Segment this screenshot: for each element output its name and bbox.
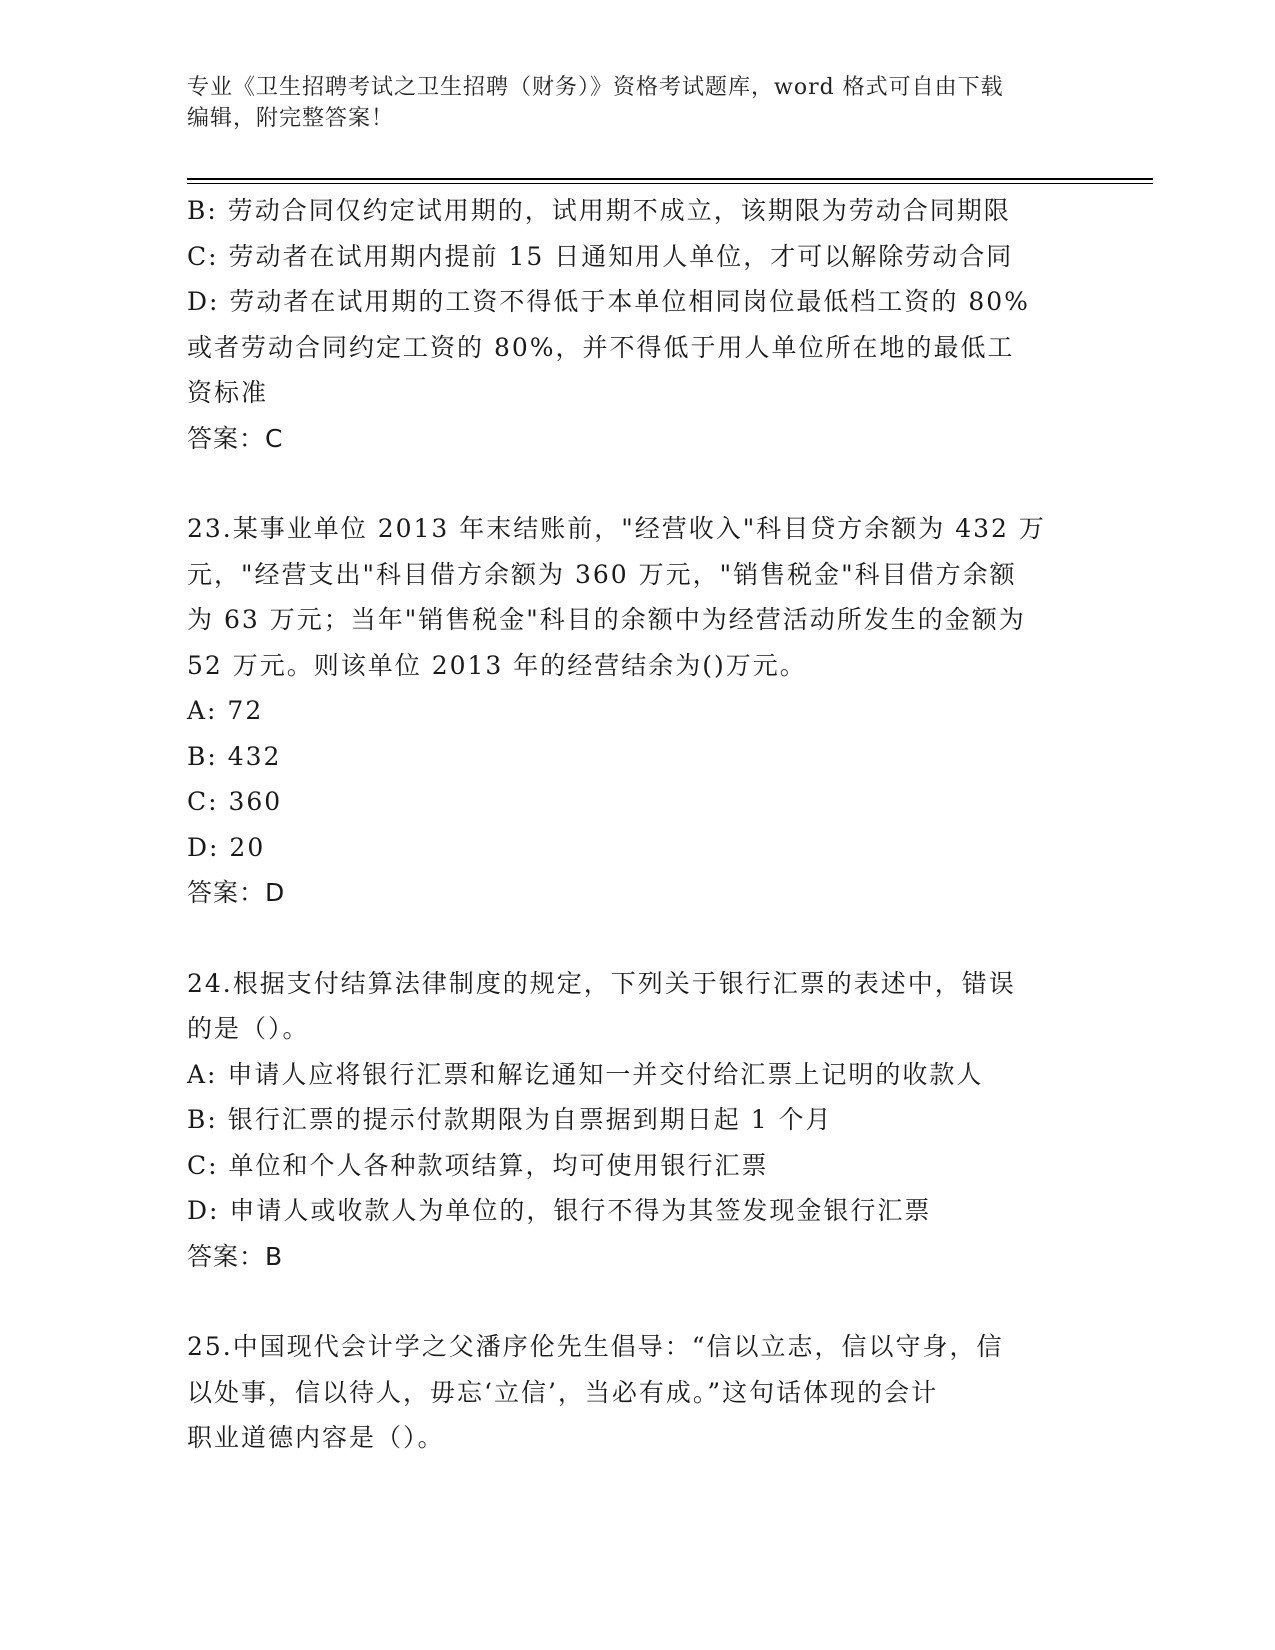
option-d: D: 申请人或收款人为单位的，银行不得为其签发现金银行汇票 bbox=[187, 1196, 932, 1225]
header-line-2: 编辑，附完整答案！ bbox=[187, 106, 395, 131]
option-b: B: 银行汇票的提示付款期限为自票据到期日起 1 个月 bbox=[187, 1105, 833, 1134]
question-stem-line-2: 以处事，信以待人，毋忘‘立信’，当必有成。”这句话体现的会计 bbox=[187, 1377, 939, 1407]
spacer bbox=[187, 461, 1087, 506]
option-d: D: 20 bbox=[187, 832, 266, 862]
question-23 bbox=[187, 506, 1087, 916]
option-d-line-2: 或者劳动合同约定工资的 80%，并不得低于用人单位所在地的最低工 bbox=[187, 332, 1015, 362]
question-stem-line-1: 25.中国现代会计学之父潘序伦先生倡导：“信以立志，信以守身，信 bbox=[187, 1332, 1004, 1361]
page-header bbox=[187, 72, 1067, 134]
header-rule-thin bbox=[187, 183, 1153, 184]
question-24 bbox=[187, 961, 1087, 1280]
question-stem-line-3: 为 63 万元；当年"销售税金"科目的余额中为经营活动所发生的金额为 bbox=[187, 605, 1026, 634]
question-stem-line-2: 的是（）。 bbox=[187, 1014, 310, 1043]
question-stem-line-4: 52 万元。则该单位 2013 年的经营结余为()万元。 bbox=[187, 650, 807, 680]
option-a: A: 72 bbox=[187, 696, 264, 725]
question-22-tail bbox=[187, 188, 1087, 461]
option-c: C: 劳动者在试用期内提前 15 日通知用人单位，才可以解除劳动合同 bbox=[187, 241, 1014, 271]
option-b: B: 432 bbox=[187, 741, 282, 771]
answer: 答案：B bbox=[187, 1241, 284, 1271]
option-a: A: 申请人应将银行汇票和解讫通知一并交付给汇票上记明的收款人 bbox=[187, 1059, 984, 1089]
option-c: C: 360 bbox=[187, 787, 283, 816]
question-stem-line-2: 元，"经营支出"科目借方余额为 360 万元，"销售税金"科目借方余额 bbox=[187, 559, 1017, 589]
option-c: C: 单位和个人各种款项结算，均可使用银行汇票 bbox=[187, 1150, 769, 1180]
header-line-1: 专业《卫生招聘考试之卫生招聘（财务）》资格考试题库，word 格式可自由下载 bbox=[187, 75, 1004, 100]
answer: 答案：D bbox=[187, 878, 286, 907]
option-b: B: 劳动合同仅约定试用期的，试用期不成立，该期限为劳动合同期限 bbox=[187, 196, 1011, 225]
header-rule-thick bbox=[187, 178, 1153, 180]
question-stem-line-1: 23.某事业单位 2013 年末结账前，"经营收入"科目贷方余额为 432 万 bbox=[187, 514, 1046, 543]
answer: 答案：C bbox=[187, 423, 284, 453]
question-stem-line-3: 职业道德内容是（）。 bbox=[187, 1423, 445, 1452]
option-d-line-3: 资标准 bbox=[187, 378, 269, 407]
question-content bbox=[187, 188, 1087, 1461]
question-25 bbox=[187, 1324, 1087, 1461]
option-d-line-1: D: 劳动者在试用期的工资不得低于本单位相同岗位最低档工资的 80% bbox=[187, 287, 1030, 316]
question-stem-line-1: 24.根据支付结算法律制度的规定，下列关于银行汇票的表述中，错误 bbox=[187, 968, 1016, 998]
spacer bbox=[187, 1279, 1087, 1324]
spacer bbox=[187, 916, 1087, 961]
